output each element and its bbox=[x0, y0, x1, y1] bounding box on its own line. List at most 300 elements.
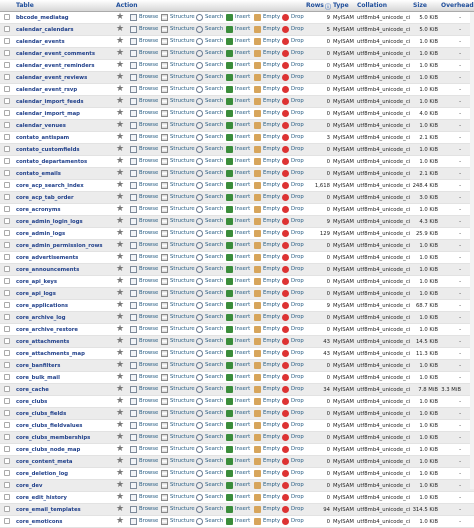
search-action[interactable] bbox=[196, 506, 223, 513]
structure-action[interactable] bbox=[161, 266, 195, 273]
browse-action[interactable] bbox=[130, 254, 158, 261]
search-action[interactable] bbox=[196, 470, 223, 477]
browse-action[interactable] bbox=[130, 74, 158, 81]
favorite-star-icon[interactable]: ★ bbox=[116, 372, 125, 382]
drop-action[interactable] bbox=[282, 290, 304, 297]
favorite-star-icon[interactable]: ★ bbox=[116, 36, 125, 46]
search-action[interactable] bbox=[196, 434, 223, 441]
drop-action[interactable] bbox=[282, 422, 304, 429]
table-name-link[interactable]: core_archive_log bbox=[16, 314, 66, 321]
row-checkbox[interactable] bbox=[4, 14, 10, 20]
drop-action[interactable] bbox=[282, 206, 304, 213]
favorite-star-icon[interactable]: ★ bbox=[116, 276, 125, 286]
table-name-link[interactable]: core_emoticons bbox=[16, 518, 63, 525]
structure-action[interactable] bbox=[161, 470, 195, 477]
drop-action[interactable] bbox=[282, 338, 304, 345]
insert-action[interactable] bbox=[226, 26, 250, 33]
search-action[interactable] bbox=[196, 410, 223, 417]
search-action[interactable] bbox=[196, 170, 223, 177]
search-action[interactable] bbox=[196, 326, 223, 333]
empty-action[interactable] bbox=[254, 494, 280, 501]
favorite-star-icon[interactable]: ★ bbox=[116, 168, 125, 178]
table-name-link[interactable]: core_api_keys bbox=[16, 278, 58, 285]
browse-action[interactable] bbox=[130, 146, 158, 153]
empty-action[interactable] bbox=[254, 26, 280, 33]
row-checkbox[interactable] bbox=[4, 518, 10, 524]
insert-action[interactable] bbox=[226, 494, 250, 501]
search-action[interactable] bbox=[196, 374, 223, 381]
insert-action[interactable] bbox=[226, 98, 250, 105]
browse-action[interactable] bbox=[130, 266, 158, 273]
favorite-star-icon[interactable]: ★ bbox=[116, 120, 125, 130]
favorite-star-icon[interactable]: ★ bbox=[116, 408, 125, 418]
structure-action[interactable] bbox=[161, 506, 195, 513]
structure-action[interactable] bbox=[161, 242, 195, 249]
drop-action[interactable] bbox=[282, 350, 304, 357]
structure-action[interactable] bbox=[161, 434, 195, 441]
table-name-link[interactable]: bbcode_mediatag bbox=[16, 14, 69, 21]
empty-action[interactable] bbox=[254, 146, 280, 153]
search-action[interactable] bbox=[196, 74, 223, 81]
structure-action[interactable] bbox=[161, 482, 195, 489]
browse-action[interactable] bbox=[130, 26, 158, 33]
insert-action[interactable] bbox=[226, 122, 250, 129]
row-checkbox[interactable] bbox=[4, 326, 10, 332]
row-checkbox[interactable] bbox=[4, 482, 10, 488]
table-name-link[interactable]: core_clubs_fields bbox=[16, 410, 67, 417]
insert-action[interactable] bbox=[226, 470, 250, 477]
browse-action[interactable] bbox=[130, 350, 158, 357]
search-action[interactable] bbox=[196, 314, 223, 321]
table-name-link[interactable]: calendar_import_map bbox=[16, 110, 80, 117]
row-checkbox[interactable] bbox=[4, 506, 10, 512]
row-checkbox[interactable] bbox=[4, 278, 10, 284]
favorite-star-icon[interactable]: ★ bbox=[116, 324, 125, 334]
drop-action[interactable] bbox=[282, 458, 304, 465]
search-action[interactable] bbox=[196, 194, 223, 201]
row-checkbox[interactable] bbox=[4, 470, 10, 476]
drop-action[interactable] bbox=[282, 398, 304, 405]
structure-action[interactable] bbox=[161, 494, 195, 501]
browse-action[interactable] bbox=[130, 218, 158, 225]
insert-action[interactable] bbox=[226, 314, 250, 321]
drop-action[interactable] bbox=[282, 374, 304, 381]
table-name-link[interactable]: core_advertisements bbox=[16, 254, 79, 261]
favorite-star-icon[interactable]: ★ bbox=[116, 216, 125, 226]
browse-action[interactable] bbox=[130, 362, 158, 369]
table-name-link[interactable]: core_edit_history bbox=[16, 494, 67, 501]
structure-action[interactable] bbox=[161, 182, 195, 189]
empty-action[interactable] bbox=[254, 230, 280, 237]
empty-action[interactable] bbox=[254, 506, 280, 513]
table-name-link[interactable]: contato_customfields bbox=[16, 146, 80, 153]
favorite-star-icon[interactable]: ★ bbox=[116, 180, 125, 190]
row-checkbox[interactable] bbox=[4, 110, 10, 116]
drop-action[interactable] bbox=[282, 218, 304, 225]
drop-action[interactable] bbox=[282, 518, 304, 525]
header-collation[interactable]: Collation bbox=[357, 2, 388, 9]
search-action[interactable] bbox=[196, 338, 223, 345]
search-action[interactable] bbox=[196, 122, 223, 129]
empty-action[interactable] bbox=[254, 410, 280, 417]
browse-action[interactable] bbox=[130, 482, 158, 489]
browse-action[interactable] bbox=[130, 14, 158, 21]
table-name-link[interactable]: core_content_meta bbox=[16, 458, 73, 465]
row-checkbox[interactable] bbox=[4, 362, 10, 368]
search-action[interactable] bbox=[196, 254, 223, 261]
favorite-star-icon[interactable]: ★ bbox=[116, 132, 125, 142]
row-checkbox[interactable] bbox=[4, 458, 10, 464]
empty-action[interactable] bbox=[254, 86, 280, 93]
favorite-star-icon[interactable]: ★ bbox=[116, 420, 125, 430]
table-name-link[interactable]: core_acronyms bbox=[16, 206, 61, 213]
empty-action[interactable] bbox=[254, 266, 280, 273]
table-name-link[interactable]: calendar_event_reviews bbox=[16, 74, 88, 81]
insert-action[interactable] bbox=[226, 458, 250, 465]
table-name-link[interactable]: core_api_logs bbox=[16, 290, 56, 297]
search-action[interactable] bbox=[196, 386, 223, 393]
search-action[interactable] bbox=[196, 482, 223, 489]
browse-action[interactable] bbox=[130, 170, 158, 177]
empty-action[interactable] bbox=[254, 74, 280, 81]
empty-action[interactable] bbox=[254, 62, 280, 69]
row-checkbox[interactable] bbox=[4, 158, 10, 164]
header-overhead[interactable]: Overhead bbox=[441, 2, 474, 9]
insert-action[interactable] bbox=[226, 14, 250, 21]
empty-action[interactable] bbox=[254, 362, 280, 369]
header-size[interactable]: Size bbox=[413, 2, 427, 9]
empty-action[interactable] bbox=[254, 482, 280, 489]
insert-action[interactable] bbox=[226, 506, 250, 513]
drop-action[interactable] bbox=[282, 506, 304, 513]
row-checkbox[interactable] bbox=[4, 146, 10, 152]
browse-action[interactable] bbox=[130, 326, 158, 333]
row-checkbox[interactable] bbox=[4, 62, 10, 68]
browse-action[interactable] bbox=[130, 122, 158, 129]
structure-action[interactable] bbox=[161, 26, 195, 33]
browse-action[interactable] bbox=[130, 458, 158, 465]
empty-action[interactable] bbox=[254, 182, 280, 189]
empty-action[interactable] bbox=[254, 350, 280, 357]
drop-action[interactable] bbox=[282, 146, 304, 153]
table-name-link[interactable]: core_attachments_map bbox=[16, 350, 85, 357]
browse-action[interactable] bbox=[130, 182, 158, 189]
drop-action[interactable] bbox=[282, 194, 304, 201]
row-checkbox[interactable] bbox=[4, 386, 10, 392]
search-action[interactable] bbox=[196, 242, 223, 249]
drop-action[interactable] bbox=[282, 230, 304, 237]
structure-action[interactable] bbox=[161, 314, 195, 321]
drop-action[interactable] bbox=[282, 86, 304, 93]
favorite-star-icon[interactable]: ★ bbox=[116, 192, 125, 202]
browse-action[interactable] bbox=[130, 422, 158, 429]
drop-action[interactable] bbox=[282, 326, 304, 333]
row-checkbox[interactable] bbox=[4, 86, 10, 92]
favorite-star-icon[interactable]: ★ bbox=[116, 300, 125, 310]
drop-action[interactable] bbox=[282, 482, 304, 489]
drop-action[interactable] bbox=[282, 182, 304, 189]
insert-action[interactable] bbox=[226, 302, 250, 309]
insert-action[interactable] bbox=[226, 290, 250, 297]
empty-action[interactable] bbox=[254, 470, 280, 477]
header-table[interactable]: Table bbox=[16, 2, 34, 9]
table-name-link[interactable]: calendar_event_reminders bbox=[16, 62, 95, 69]
favorite-star-icon[interactable]: ★ bbox=[116, 12, 125, 22]
search-action[interactable] bbox=[196, 302, 223, 309]
structure-action[interactable] bbox=[161, 170, 195, 177]
row-checkbox[interactable] bbox=[4, 170, 10, 176]
structure-action[interactable] bbox=[161, 458, 195, 465]
drop-action[interactable] bbox=[282, 158, 304, 165]
insert-action[interactable] bbox=[226, 482, 250, 489]
row-checkbox[interactable] bbox=[4, 290, 10, 296]
empty-action[interactable] bbox=[254, 14, 280, 21]
browse-action[interactable] bbox=[130, 86, 158, 93]
empty-action[interactable] bbox=[254, 194, 280, 201]
structure-action[interactable] bbox=[161, 410, 195, 417]
scrollbar[interactable] bbox=[470, 12, 474, 489]
empty-action[interactable] bbox=[254, 110, 280, 117]
favorite-star-icon[interactable]: ★ bbox=[116, 336, 125, 346]
row-checkbox[interactable] bbox=[4, 98, 10, 104]
table-name-link[interactable]: core_attachments bbox=[16, 338, 70, 345]
structure-action[interactable] bbox=[161, 518, 195, 525]
empty-action[interactable] bbox=[254, 254, 280, 261]
row-checkbox[interactable] bbox=[4, 26, 10, 32]
favorite-star-icon[interactable]: ★ bbox=[116, 24, 125, 34]
search-action[interactable] bbox=[196, 86, 223, 93]
insert-action[interactable] bbox=[226, 86, 250, 93]
insert-action[interactable] bbox=[226, 362, 250, 369]
insert-action[interactable] bbox=[226, 386, 250, 393]
search-action[interactable] bbox=[196, 266, 223, 273]
structure-action[interactable] bbox=[161, 422, 195, 429]
empty-action[interactable] bbox=[254, 50, 280, 57]
empty-action[interactable] bbox=[254, 386, 280, 393]
empty-action[interactable] bbox=[254, 98, 280, 105]
favorite-star-icon[interactable]: ★ bbox=[116, 240, 125, 250]
browse-action[interactable] bbox=[130, 302, 158, 309]
table-name-link[interactable]: calendar_events bbox=[16, 38, 65, 45]
drop-action[interactable] bbox=[282, 362, 304, 369]
browse-action[interactable] bbox=[130, 230, 158, 237]
header-type[interactable]: Type bbox=[333, 2, 349, 9]
table-name-link[interactable]: calendar_calendars bbox=[16, 26, 74, 33]
browse-action[interactable] bbox=[130, 518, 158, 525]
browse-action[interactable] bbox=[130, 470, 158, 477]
structure-action[interactable] bbox=[161, 254, 195, 261]
favorite-star-icon[interactable]: ★ bbox=[116, 444, 125, 454]
table-name-link[interactable]: core_clubs bbox=[16, 398, 48, 405]
favorite-star-icon[interactable]: ★ bbox=[116, 288, 125, 298]
drop-action[interactable] bbox=[282, 62, 304, 69]
empty-action[interactable] bbox=[254, 158, 280, 165]
search-action[interactable] bbox=[196, 146, 223, 153]
table-name-link[interactable]: core_clubs_node_map bbox=[16, 446, 81, 453]
favorite-star-icon[interactable]: ★ bbox=[116, 60, 125, 70]
structure-action[interactable] bbox=[161, 122, 195, 129]
search-action[interactable] bbox=[196, 422, 223, 429]
row-checkbox[interactable] bbox=[4, 242, 10, 248]
structure-action[interactable] bbox=[161, 98, 195, 105]
drop-action[interactable] bbox=[282, 14, 304, 21]
search-action[interactable] bbox=[196, 494, 223, 501]
empty-action[interactable] bbox=[254, 422, 280, 429]
insert-action[interactable] bbox=[226, 194, 250, 201]
search-action[interactable] bbox=[196, 110, 223, 117]
table-name-link[interactable]: core_acp_tab_order bbox=[16, 194, 74, 201]
browse-action[interactable] bbox=[130, 314, 158, 321]
search-action[interactable] bbox=[196, 458, 223, 465]
insert-action[interactable] bbox=[226, 230, 250, 237]
row-checkbox[interactable] bbox=[4, 374, 10, 380]
drop-action[interactable] bbox=[282, 242, 304, 249]
structure-action[interactable] bbox=[161, 338, 195, 345]
insert-action[interactable] bbox=[226, 350, 250, 357]
search-action[interactable] bbox=[196, 158, 223, 165]
structure-action[interactable] bbox=[161, 50, 195, 57]
browse-action[interactable] bbox=[130, 410, 158, 417]
search-action[interactable] bbox=[196, 182, 223, 189]
favorite-star-icon[interactable]: ★ bbox=[116, 252, 125, 262]
search-action[interactable] bbox=[196, 362, 223, 369]
drop-action[interactable] bbox=[282, 110, 304, 117]
browse-action[interactable] bbox=[130, 50, 158, 57]
empty-action[interactable] bbox=[254, 206, 280, 213]
table-name-link[interactable]: contato_antispam bbox=[16, 134, 70, 141]
table-name-link[interactable]: calendar_venues bbox=[16, 122, 66, 129]
favorite-star-icon[interactable]: ★ bbox=[116, 228, 125, 238]
empty-action[interactable] bbox=[254, 302, 280, 309]
empty-action[interactable] bbox=[254, 38, 280, 45]
empty-action[interactable] bbox=[254, 278, 280, 285]
empty-action[interactable] bbox=[254, 314, 280, 321]
insert-action[interactable] bbox=[226, 206, 250, 213]
empty-action[interactable] bbox=[254, 338, 280, 345]
table-name-link[interactable]: core_admin_permission_rows bbox=[16, 242, 103, 249]
row-checkbox[interactable] bbox=[4, 50, 10, 56]
search-action[interactable] bbox=[196, 446, 223, 453]
table-name-link[interactable]: core_archive_restore bbox=[16, 326, 78, 333]
favorite-star-icon[interactable]: ★ bbox=[116, 312, 125, 322]
search-action[interactable] bbox=[196, 134, 223, 141]
search-action[interactable] bbox=[196, 62, 223, 69]
structure-action[interactable] bbox=[161, 62, 195, 69]
insert-action[interactable] bbox=[226, 254, 250, 261]
insert-action[interactable] bbox=[226, 278, 250, 285]
favorite-star-icon[interactable]: ★ bbox=[116, 48, 125, 58]
search-action[interactable] bbox=[196, 398, 223, 405]
table-name-link[interactable]: core_admin_login_logs bbox=[16, 218, 83, 225]
drop-action[interactable] bbox=[282, 470, 304, 477]
search-action[interactable] bbox=[196, 278, 223, 285]
insert-action[interactable] bbox=[226, 62, 250, 69]
structure-action[interactable] bbox=[161, 110, 195, 117]
empty-action[interactable] bbox=[254, 122, 280, 129]
insert-action[interactable] bbox=[226, 434, 250, 441]
table-name-link[interactable]: calendar_event_comments bbox=[16, 50, 95, 57]
favorite-star-icon[interactable]: ★ bbox=[116, 396, 125, 406]
structure-action[interactable] bbox=[161, 74, 195, 81]
row-checkbox[interactable] bbox=[4, 314, 10, 320]
drop-action[interactable] bbox=[282, 386, 304, 393]
empty-action[interactable] bbox=[254, 242, 280, 249]
browse-action[interactable] bbox=[130, 62, 158, 69]
drop-action[interactable] bbox=[282, 314, 304, 321]
row-checkbox[interactable] bbox=[4, 254, 10, 260]
favorite-star-icon[interactable]: ★ bbox=[116, 468, 125, 478]
favorite-star-icon[interactable]: ★ bbox=[116, 96, 125, 106]
insert-action[interactable] bbox=[226, 182, 250, 189]
table-name-link[interactable]: calendar_event_rsvp bbox=[16, 86, 78, 93]
row-checkbox[interactable] bbox=[4, 434, 10, 440]
drop-action[interactable] bbox=[282, 122, 304, 129]
table-name-link[interactable]: core_acp_search_index bbox=[16, 182, 84, 189]
insert-action[interactable] bbox=[226, 134, 250, 141]
browse-action[interactable] bbox=[130, 494, 158, 501]
drop-action[interactable] bbox=[282, 446, 304, 453]
browse-action[interactable] bbox=[130, 134, 158, 141]
empty-action[interactable] bbox=[254, 326, 280, 333]
favorite-star-icon[interactable]: ★ bbox=[116, 348, 125, 358]
search-action[interactable] bbox=[196, 230, 223, 237]
table-name-link[interactable]: core_dev bbox=[16, 482, 43, 489]
insert-action[interactable] bbox=[226, 374, 250, 381]
browse-action[interactable] bbox=[130, 278, 158, 285]
browse-action[interactable] bbox=[130, 338, 158, 345]
table-name-link[interactable]: core_clubs_memberships bbox=[16, 434, 91, 441]
structure-action[interactable] bbox=[161, 158, 195, 165]
row-checkbox[interactable] bbox=[4, 122, 10, 128]
row-checkbox[interactable] bbox=[4, 182, 10, 188]
browse-action[interactable] bbox=[130, 98, 158, 105]
favorite-star-icon[interactable]: ★ bbox=[116, 360, 125, 370]
insert-action[interactable] bbox=[226, 326, 250, 333]
row-checkbox[interactable] bbox=[4, 494, 10, 500]
browse-action[interactable] bbox=[130, 38, 158, 45]
structure-action[interactable] bbox=[161, 86, 195, 93]
search-action[interactable] bbox=[196, 98, 223, 105]
drop-action[interactable] bbox=[282, 134, 304, 141]
favorite-star-icon[interactable]: ★ bbox=[116, 492, 125, 502]
insert-action[interactable] bbox=[226, 146, 250, 153]
row-checkbox[interactable] bbox=[4, 410, 10, 416]
drop-action[interactable] bbox=[282, 410, 304, 417]
browse-action[interactable] bbox=[130, 206, 158, 213]
table-name-link[interactable]: core_banfilters bbox=[16, 362, 61, 369]
browse-action[interactable] bbox=[130, 386, 158, 393]
structure-action[interactable] bbox=[161, 146, 195, 153]
structure-action[interactable] bbox=[161, 230, 195, 237]
structure-action[interactable] bbox=[161, 302, 195, 309]
empty-action[interactable] bbox=[254, 170, 280, 177]
browse-action[interactable] bbox=[130, 434, 158, 441]
row-checkbox[interactable] bbox=[4, 230, 10, 236]
search-action[interactable] bbox=[196, 14, 223, 21]
structure-action[interactable] bbox=[161, 386, 195, 393]
row-checkbox[interactable] bbox=[4, 266, 10, 272]
favorite-star-icon[interactable]: ★ bbox=[116, 108, 125, 118]
structure-action[interactable] bbox=[161, 194, 195, 201]
table-name-link[interactable]: core_announcements bbox=[16, 266, 80, 273]
structure-action[interactable] bbox=[161, 374, 195, 381]
empty-action[interactable] bbox=[254, 290, 280, 297]
table-name-link[interactable]: core_clubs_fieldvalues bbox=[16, 422, 83, 429]
empty-action[interactable] bbox=[254, 434, 280, 441]
table-name-link[interactable]: contato_departamentos bbox=[16, 158, 88, 165]
empty-action[interactable] bbox=[254, 518, 280, 525]
favorite-star-icon[interactable]: ★ bbox=[116, 432, 125, 442]
